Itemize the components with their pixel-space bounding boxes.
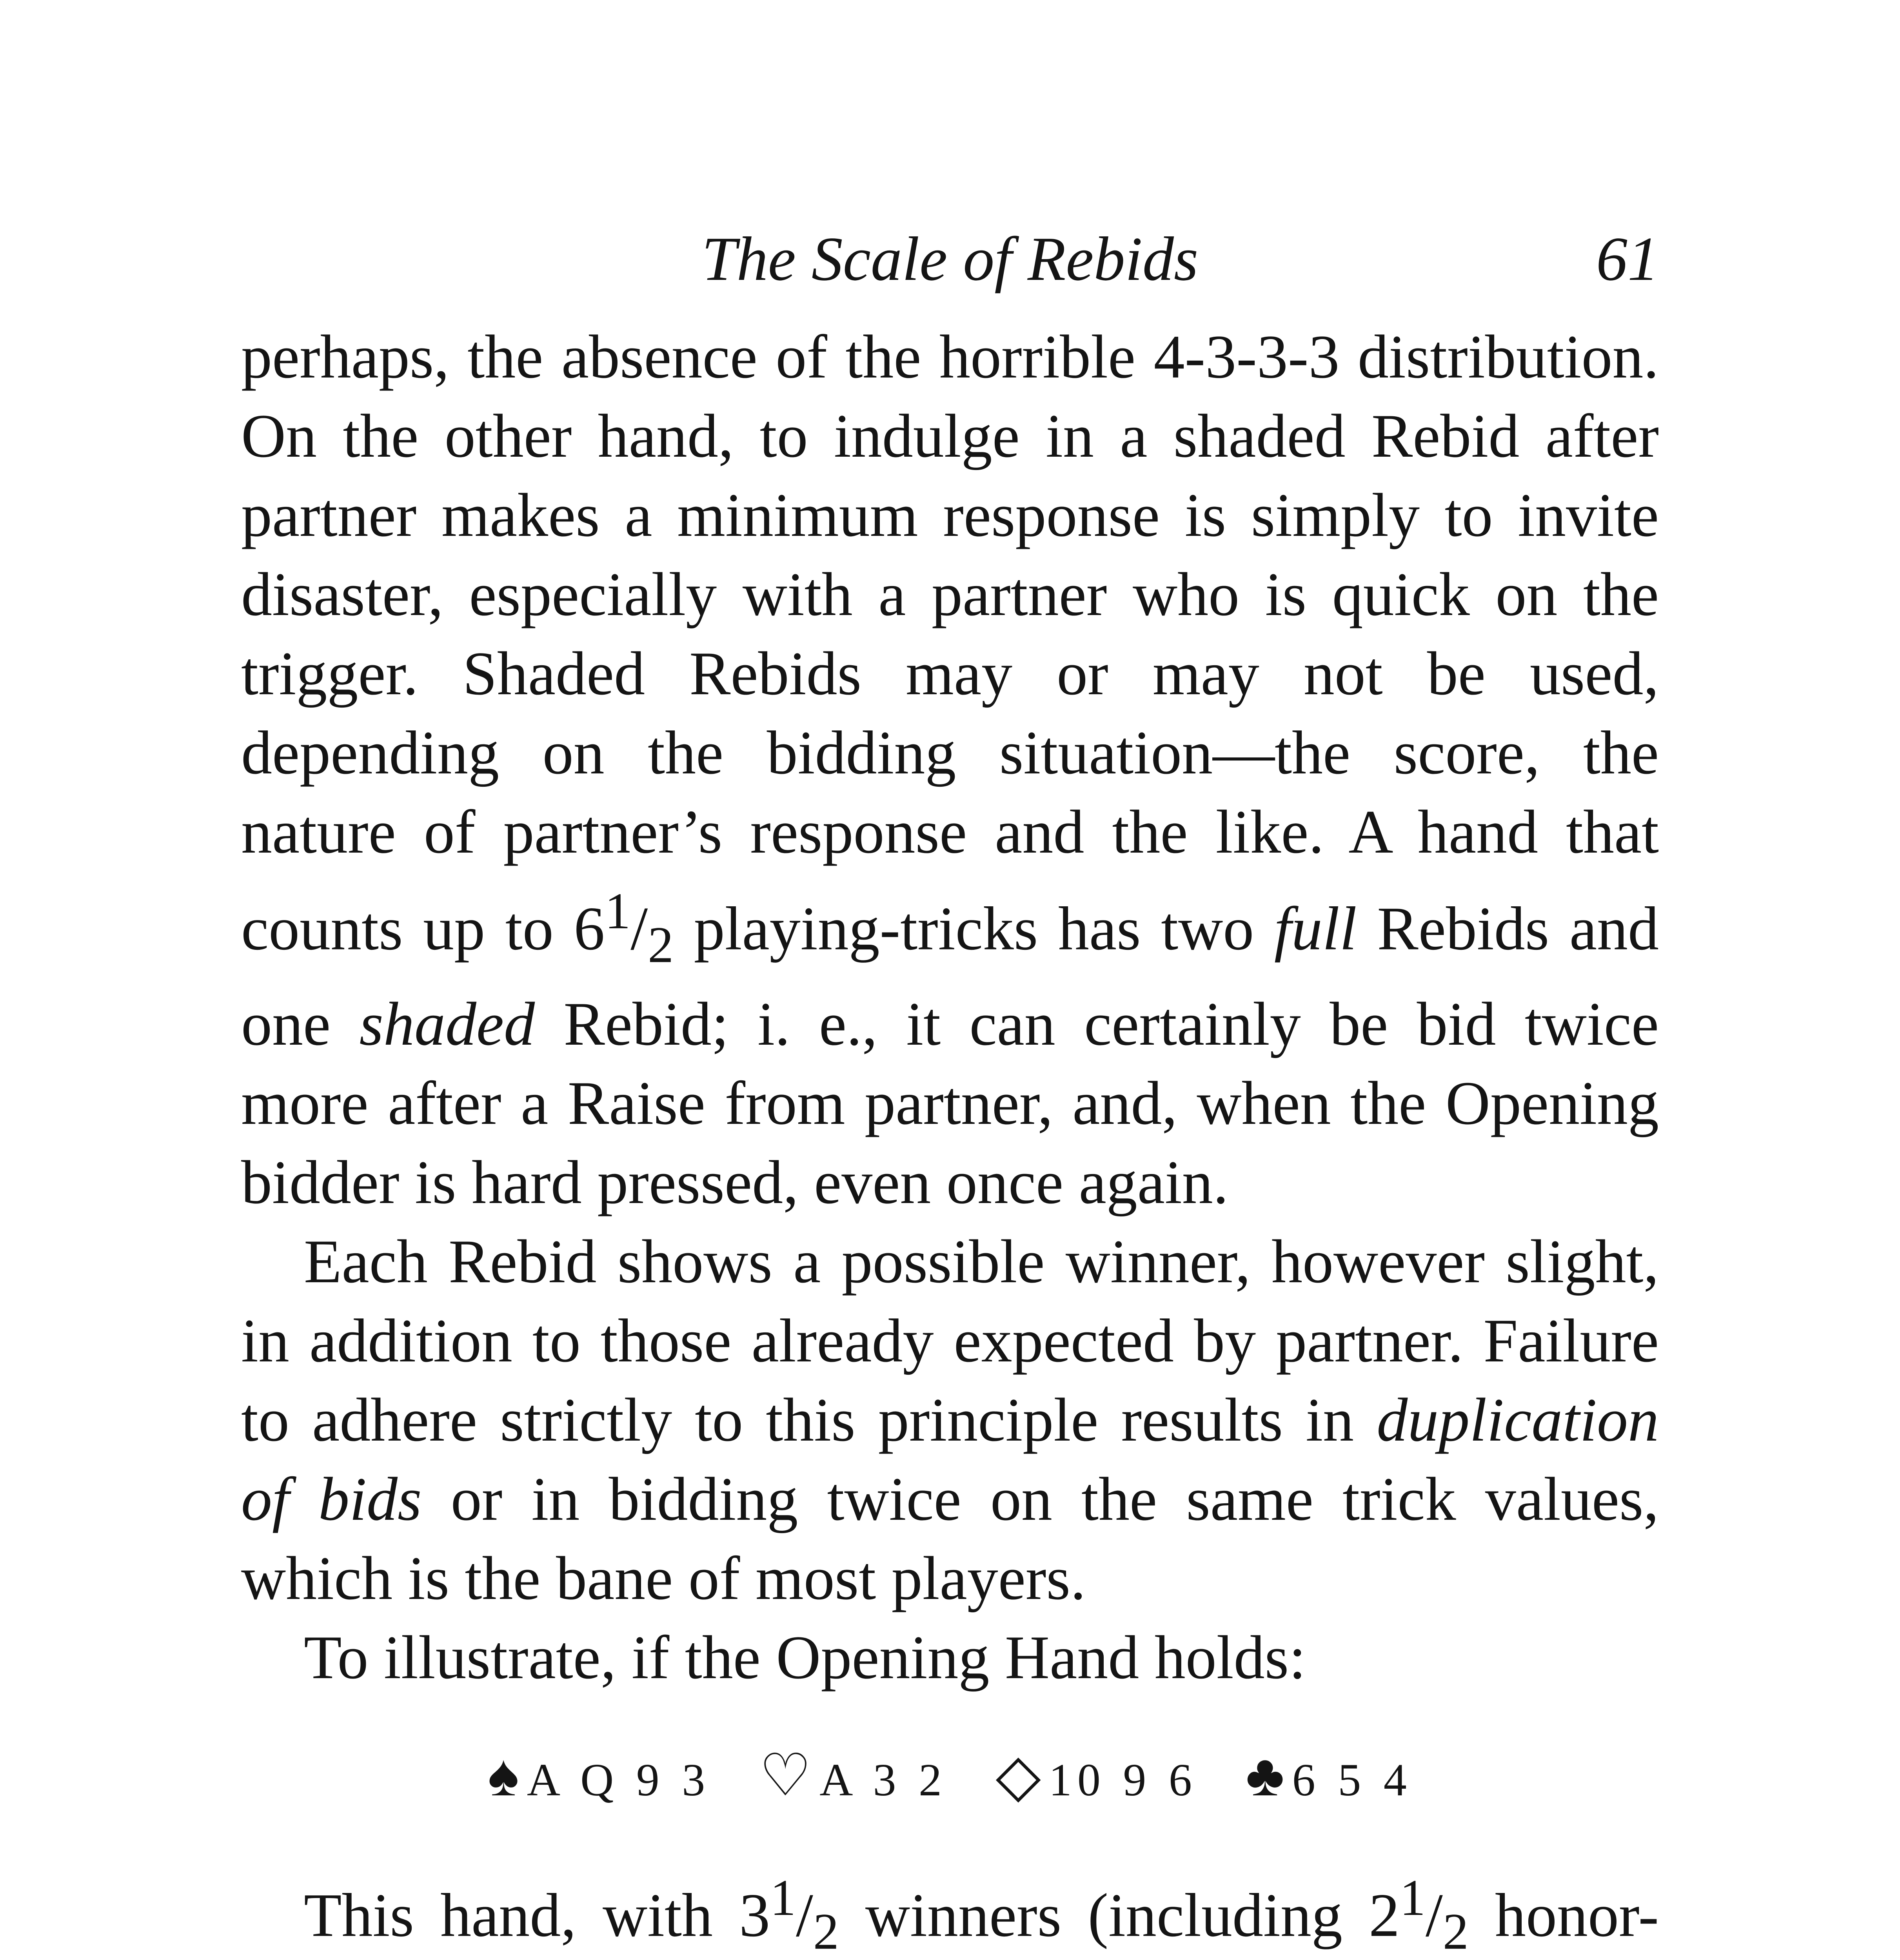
suit-spades — [488, 1743, 711, 1809]
emphasis-duplication: duplication of bids — [241, 1386, 1659, 1534]
text-run: or in bidding twice on the same trick values, which is the bane of most players. — [241, 1465, 1659, 1613]
text-run: honor- — [1495, 1881, 1659, 1950]
suit-clubs — [1246, 1743, 1412, 1809]
diamond-icon: ◇ — [995, 1743, 1046, 1809]
text-run: playing-tricks has two — [674, 894, 1274, 963]
fraction-slash: / — [630, 894, 648, 963]
text-run: Each Rebid shows a possible winner, however slight, in addition to those already expected by partner. Failure to adhere strictly to this principle results in — [241, 1227, 1659, 1455]
text-run: winners (including 2 — [839, 1881, 1400, 1950]
fraction-denominator: 2 — [1442, 1903, 1469, 1960]
suit-diamonds — [995, 1743, 1197, 1809]
emphasis-shaded: shaded — [359, 990, 535, 1059]
suit-hearts — [759, 1743, 947, 1809]
fraction-slash: / — [1425, 1881, 1443, 1950]
page-header — [241, 220, 1659, 298]
diamond-cards: 10 9 6 — [1048, 1754, 1197, 1806]
card-hand — [241, 1744, 1659, 1811]
paragraph-2 — [241, 1222, 1659, 1618]
fraction-slash: / — [796, 1881, 813, 1950]
fraction-numerator: 1 — [770, 1869, 796, 1927]
fraction-denominator: 2 — [648, 916, 674, 974]
heart-cards: A 3 2 — [819, 1754, 947, 1806]
paragraph-3: To illustrate, if the Opening Hand holds: — [304, 1623, 1306, 1692]
text-run: This hand, with 3 — [304, 1881, 770, 1950]
spade-icon: ♠ — [488, 1743, 525, 1809]
body-text — [241, 318, 1659, 1960]
text-run: Rebids and one — [241, 894, 1659, 1059]
fraction-denominator: 2 — [813, 1903, 839, 1960]
paragraph-4 — [241, 1858, 1659, 1960]
paragraph-1 — [241, 318, 1659, 1222]
fraction-numerator: 1 — [1400, 1869, 1426, 1927]
text-run: perhaps, the absence of the horrible 4-3-3-3 distribution. On the other hand, to indulge in a shaded Rebid after partner makes a minimum response is simply to invite disaster, especially with a partner who is quick on the trigger. Shaded Rebids may or may not be used, depending on the bidding situation—the score, the nature of partner’s response and the like. A hand that counts up to 6 — [241, 323, 1659, 963]
running-head: The Scale of Rebids — [701, 224, 1199, 294]
club-cards: 6 5 4 — [1292, 1754, 1412, 1806]
page-number: 61 — [1596, 224, 1659, 294]
club-icon: ♣ — [1246, 1743, 1290, 1809]
fraction-numerator: 1 — [605, 883, 631, 940]
spade-cards: A Q 9 3 — [527, 1754, 711, 1806]
emphasis-full: full — [1274, 894, 1357, 963]
heart-icon: ♡ — [759, 1743, 817, 1809]
text-run: Rebid; i. e., it can certainly be bid twice more after a Raise from partner, and, when the Opening bidder is hard pressed, even once again. — [241, 990, 1659, 1217]
